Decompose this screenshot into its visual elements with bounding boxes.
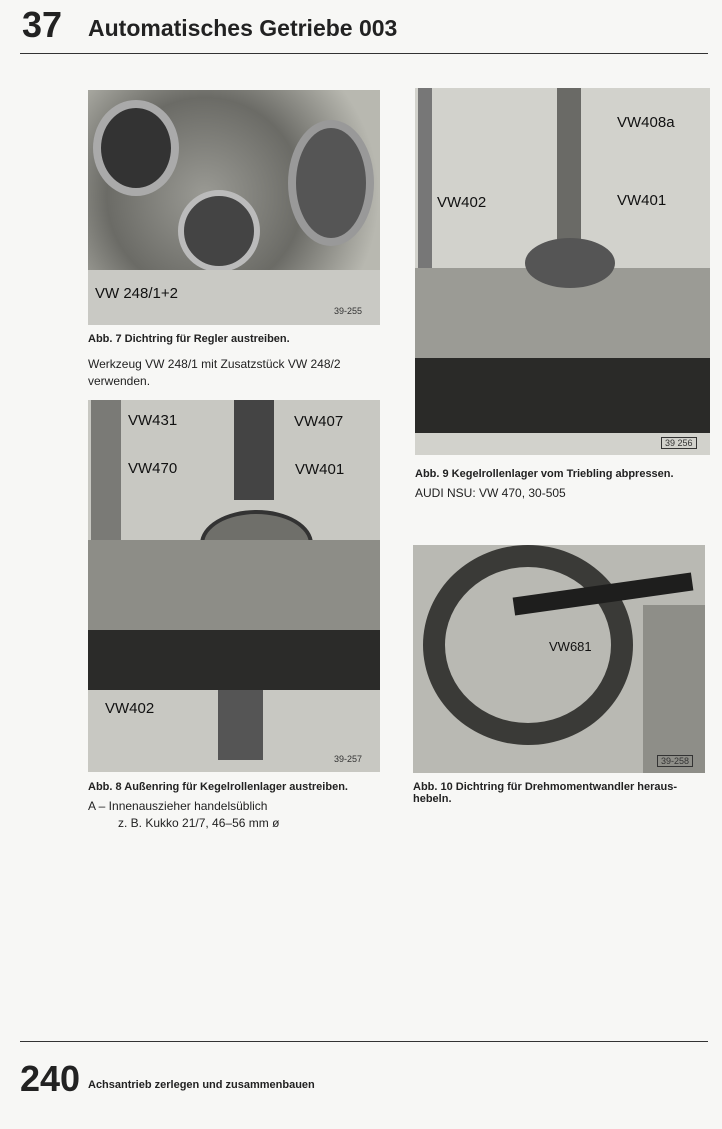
tool-label: VW402 <box>437 194 487 211</box>
photo-number: 39-255 <box>334 306 363 316</box>
figure-8-caption: Abb. 8 Außenring für Kegelrollenlager austreiben. <box>88 781 348 793</box>
figure-9-text: AUDI NSU: VW 470, 30-505 <box>415 486 566 500</box>
tool-label: VW470 <box>128 460 178 477</box>
page-number: 240 <box>20 1058 81 1099</box>
tool-label: VW401 <box>617 192 667 209</box>
footer-text: Achsantrieb zerlegen und zusammenbauen <box>88 1079 315 1091</box>
tool-label: VW 248/1+2 <box>95 285 178 302</box>
tool-label: VW407 <box>294 413 344 430</box>
tool-label: VW402 <box>105 700 155 717</box>
text-line: Werkzeug VW 248/1 mit Zusatzstück VW 248/2 <box>88 357 341 371</box>
page-title: Automatisches Getriebe 003 <box>88 15 398 41</box>
figure-8-photo <box>88 400 380 772</box>
figure-8-text <box>88 798 279 832</box>
text-line: verwenden. <box>88 374 151 388</box>
header-rule <box>20 53 708 54</box>
footer-rule <box>20 1041 708 1042</box>
chapter-number: 37 <box>22 4 63 45</box>
tool-label: VW431 <box>128 412 178 429</box>
figure-10-caption <box>413 781 677 805</box>
figure-9-caption: Abb. 9 Kegelrollenlager vom Triebling abpressen. <box>415 468 674 480</box>
text-line: A – Innenauszieher handelsüblich <box>88 799 268 813</box>
tool-label: VW401 <box>295 461 345 478</box>
caption-line: Abb. 10 Dichtring für Drehmomentwandler heraus- <box>413 781 678 793</box>
figure-7-photo <box>88 90 380 325</box>
photo-number: 39 256 <box>661 437 697 449</box>
figure-9-photo <box>415 88 710 455</box>
caption-line: hebeln. <box>413 793 452 805</box>
tool-label: VW408a <box>617 114 675 131</box>
figure-7-text <box>88 356 341 390</box>
figure-7-caption: Abb. 7 Dichtring für Regler austreiben. <box>88 333 290 345</box>
photo-number: 39-257 <box>334 754 363 764</box>
tool-label: VW681 <box>549 639 592 654</box>
text-line: z. B. Kukko 21/7, 46–56 mm ø <box>118 816 280 830</box>
photo-number: 39-258 <box>657 755 693 767</box>
figure-10-photo <box>413 545 705 773</box>
